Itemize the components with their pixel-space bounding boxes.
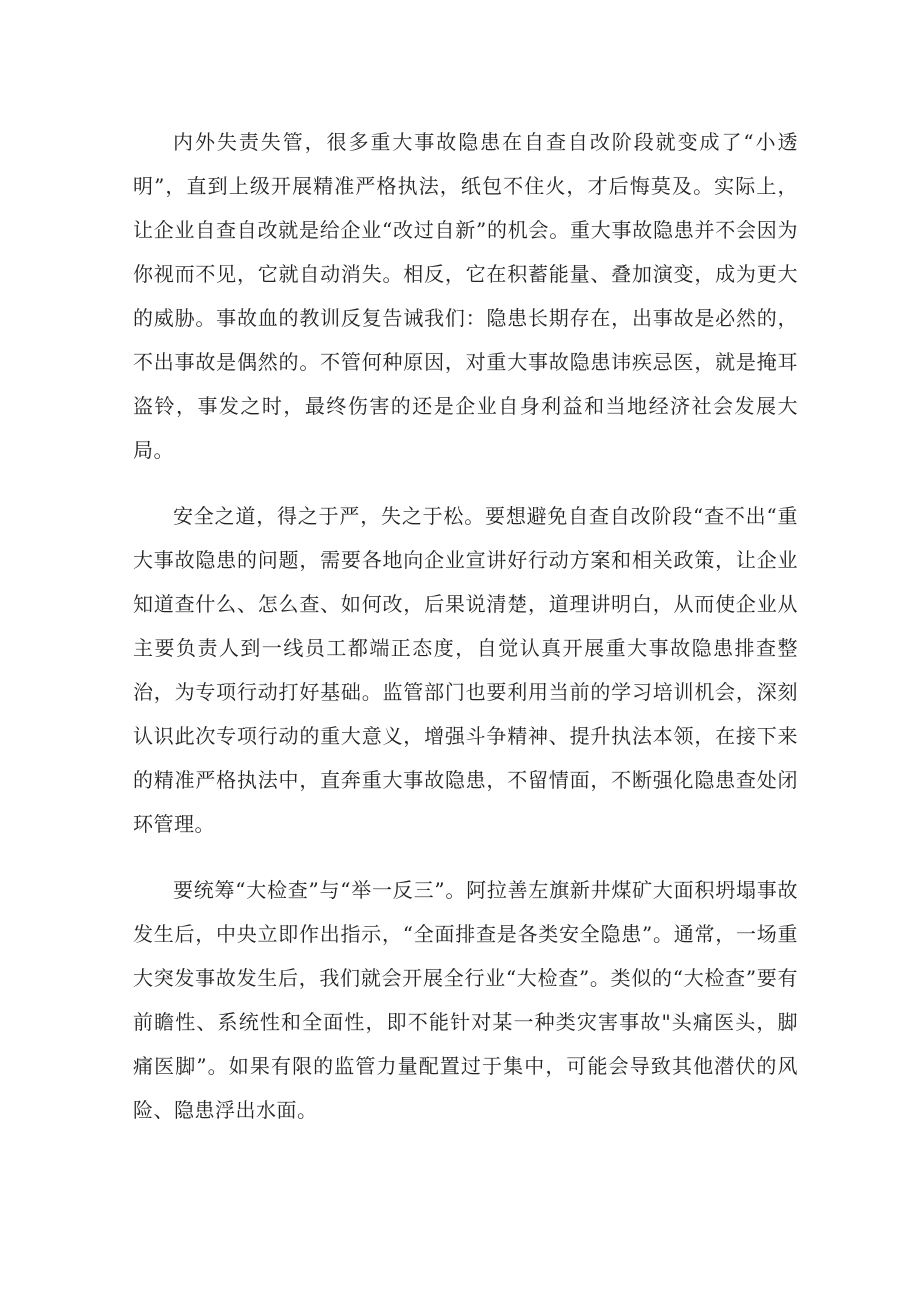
- paragraph-1: 内外失责失管，很多重大事故隐患在自查自改阶段就变成了“小透明”，直到上级开展精准严格执法，纸包不住火，才后悔莫及。实际上，让企业自查自改就是给企业“改过自新”的机会。重大事故隐患并不会因为你视而不见，它就自动消失。相反，它在积蓄能量、叠加演变，成为更大的威胁。事故血的教训反复告诫我们：隐患长期存在，出事故是必然的，不出事故是偶然的。不管何种原因，对重大事故隐患讳疾忌医，就是掩耳盗铃，事发之时，最终伤害的还是企业自身利益和当地经济社会发展大局。: [133, 130, 798, 462]
- paragraph-3: 要统筹“大检查”与“举一反三”。阿拉善左旗新井煤矿大面积坍塌事故发生后，中央立即作出指示，“全面排查是各类安全隐患”。通常，一场重大突发事故发生后，我们就会开展全行业“大检查”。类似的“大检查”要有前瞻性、系统性和全面性，即不能针对某一种类灾害事故"头痛医头，脚痛医脚”。如果有限的监管力量配置过于集中，可能会导致其他潜伏的风险、隐患浮出水面。: [133, 878, 798, 1122]
- paragraph-2: 安全之道，得之于严，失之于松。要想避免自查自改阶段“查不出“重大事故隐患的问题，需要各地向企业宣讲好行动方案和相关政策，让企业知道查什么、怎么查、如何改，后果说清楚，道理讲明白，从而使企业从主要负责人到一线员工都端正态度，自觉认真开展重大事故隐患排查整治，为专项行动打好基础。监管部门也要利用当前的学习培训机会，深刻认识此次专项行动的重大意义，增强斗争精神、提升执法本领，在接下来的精准严格执法中，直奔重大事故隐患，不留情面，不断强化隐患查处闭环管理。: [133, 504, 798, 836]
- article-body: [133, 120, 798, 1154]
